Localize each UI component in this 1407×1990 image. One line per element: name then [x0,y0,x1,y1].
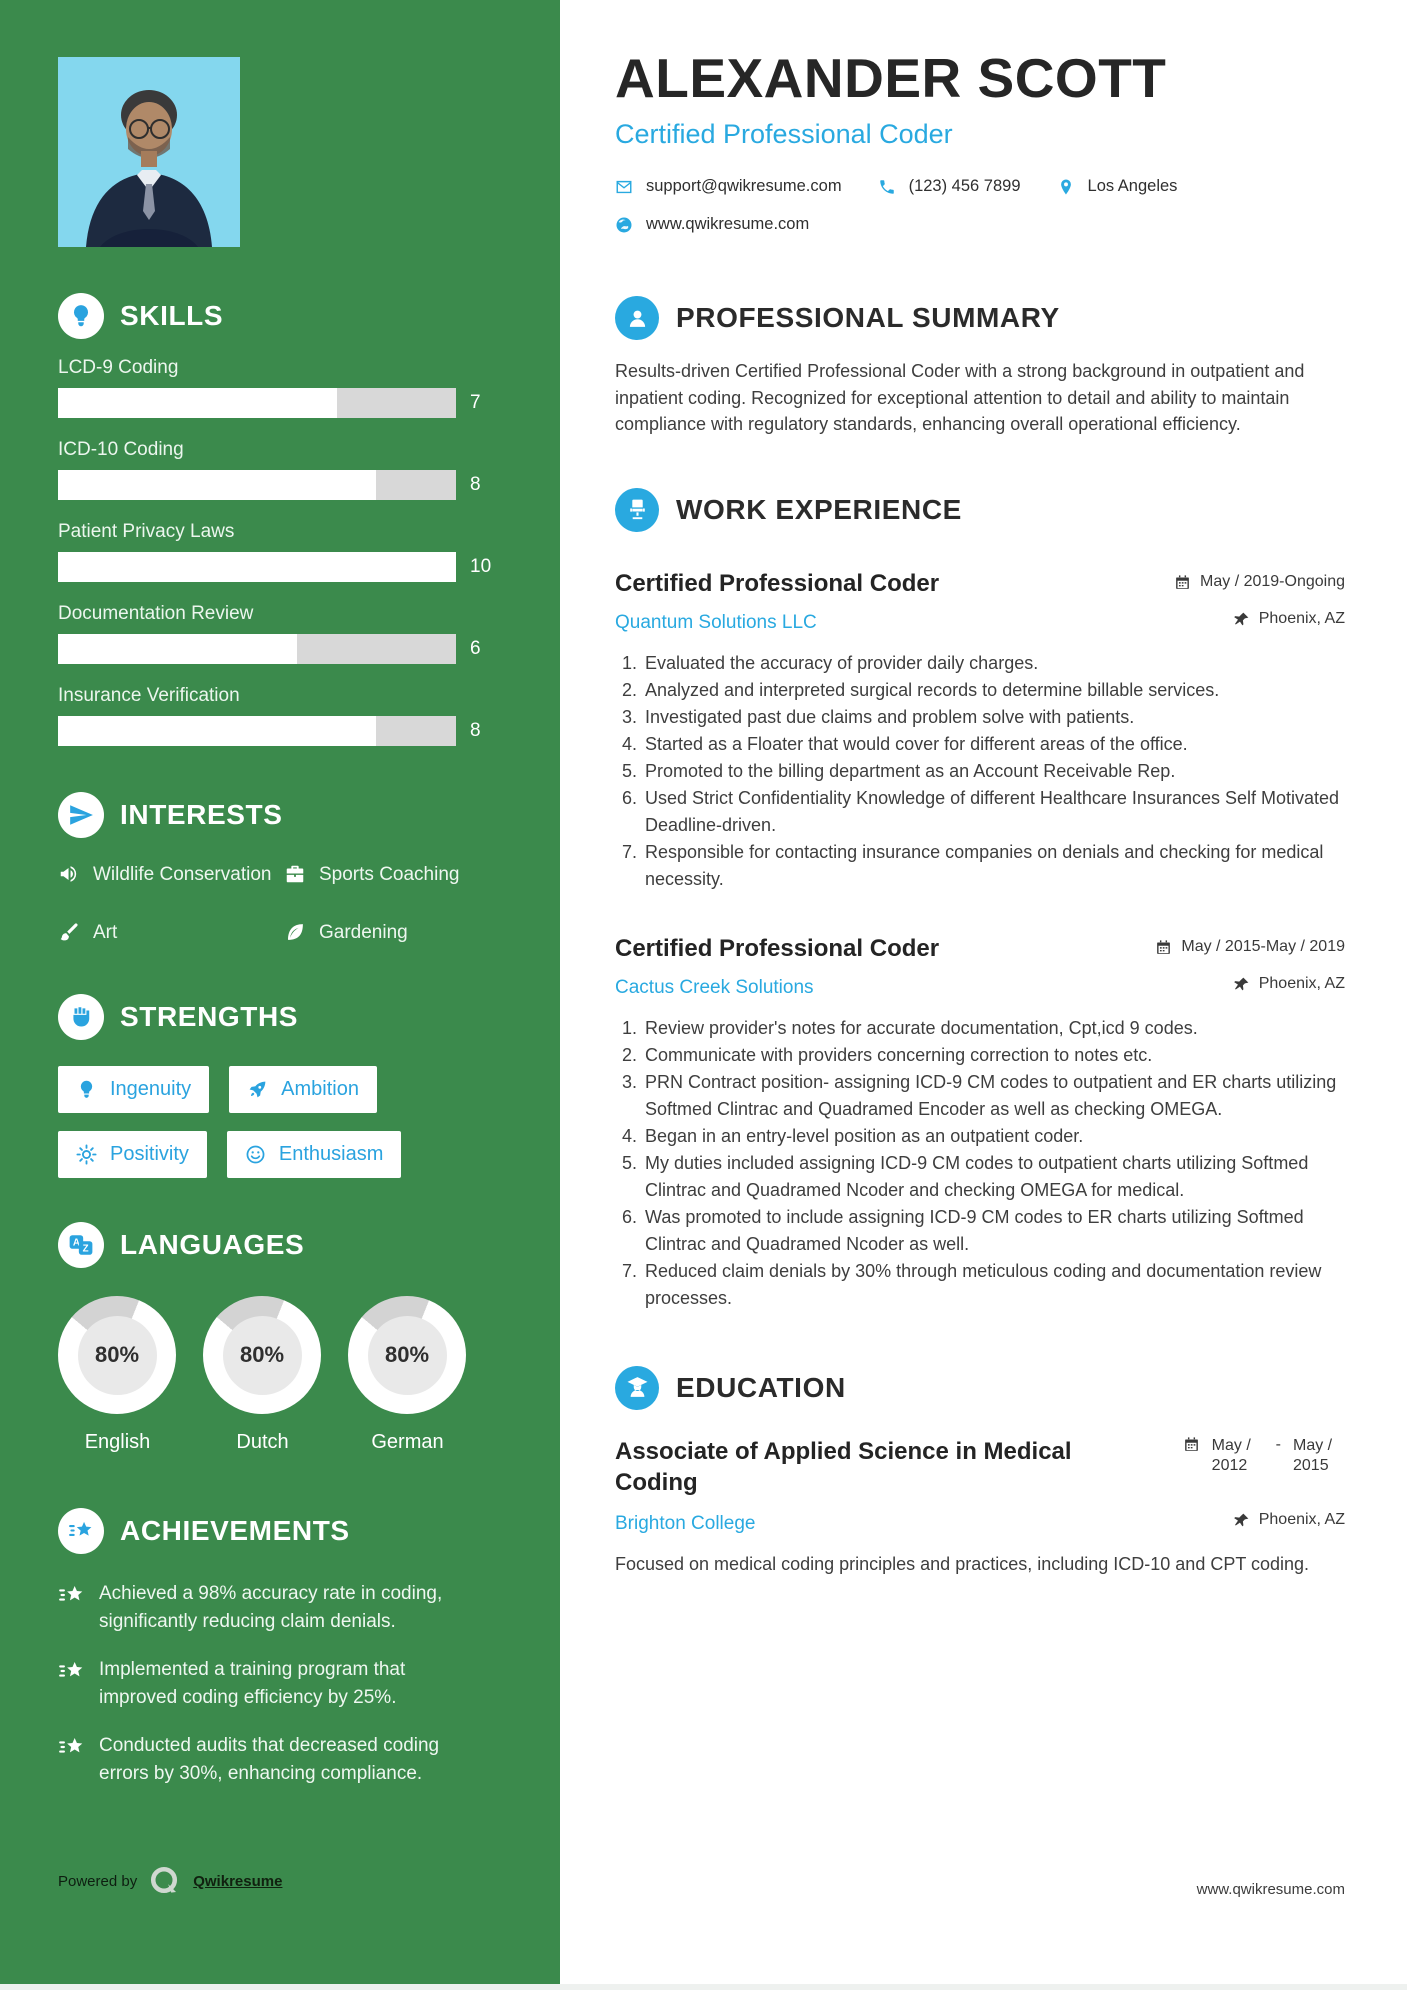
skill-bar-track [58,470,456,500]
achievement-item [58,1580,458,1636]
rocket-icon [247,1079,268,1100]
shooting-star-icon [58,1508,104,1554]
summary-header [615,296,1345,340]
qwikresume-link[interactable]: Qwikresume [193,1872,283,1890]
education-school: Brighton College [615,1512,756,1534]
interest-item [284,862,502,892]
interest-item [284,920,502,950]
contact-item [878,177,1021,196]
skill-bar [58,470,481,500]
skill-bar-fill [58,552,456,582]
skills-list [58,357,502,746]
language-label: Dutch [236,1431,289,1454]
fist-icon [58,994,104,1040]
phone-icon [878,178,896,196]
skill-value: 7 [470,392,481,413]
briefcase-icon [284,863,306,892]
skill-row [58,357,502,418]
skills-section [58,293,502,746]
skill-bar [58,552,492,582]
strength-label: Positivity [110,1143,189,1166]
strength-chip [229,1066,377,1113]
strengths-title: STRENGTHS [120,1001,299,1033]
summary-text: Results-driven Certified Professional Coder with a strong background in outpatient and inpatient coding. Recognized for exceptional attention to detail and ability to maintain compliance with regulatory standards, enhancing overall operational efficiency. [615,361,1305,434]
summary-title: PROFESSIONAL SUMMARY [676,302,1060,333]
interests-title: INTERESTS [120,799,283,830]
shooting-star-icon [58,1582,85,1636]
experience-bullet: 7. Responsible for contacting insurance companies on denials and checking for medical necessity. [642,839,1345,893]
skill-row [58,439,502,500]
experience-bullet: 3. Investigated past due claims and problem solve with patients. [642,704,1345,731]
language-ring [58,1296,176,1414]
skill-bar [58,634,481,664]
interest-label: Gardening [319,922,408,944]
interest-item [58,862,276,892]
experience-bullet: 1. Review provider's notes for accurate documentation, Cpt,icd 9 codes. [642,1015,1345,1042]
interests-list [58,862,502,950]
experience-bullet: 6. Was promoted to include assigning ICD-9 CM codes to ER charts utilizing Softmed Clintrac and Quadramed Ncoder as well. [642,1204,1345,1258]
leaf-icon [284,921,306,950]
skill-bar-fill [58,470,376,500]
language-label: English [84,1431,151,1454]
office-chair-icon [615,488,659,532]
interest-label: Sports Coaching [319,864,460,885]
job-dates: May / 2015-May / 2019 [1155,938,1345,956]
translate-icon [58,1222,104,1268]
experience-section [615,488,1345,1312]
skill-bar-fill [58,716,376,746]
achievement-text: Achieved a 98% accuracy rate in coding, significantly reducing claim denials. [99,1583,443,1633]
skill-value: 8 [470,720,481,741]
skill-row [58,685,502,746]
achievements-section [58,1508,502,1788]
achievement-text: Conducted audits that decreased coding errors by 30%, enhancing compliance. [99,1734,440,1784]
education-header [615,1366,1345,1410]
globe-icon [615,216,633,234]
calendar-icon [1183,1436,1200,1499]
language-gauge [58,1296,177,1454]
experience-bullet: 3. PRN Contract position- assigning ICD-9 CM codes to outpatient and ER charts utilizing Softmed Clintrac and Quadramed Encoder as well as checking OMEGA. [642,1069,1345,1123]
profile-photo-image [58,57,240,247]
job-location: Phoenix, AZ [1233,610,1345,628]
experience-bullet: 5. My duties included assigning ICD-9 CM codes to outpatient charts utilizing Softmed Clintrac and Quadramed Ncoder and checking OMEGA for medical. [642,1150,1345,1204]
skill-value: 10 [470,556,492,577]
language-label: German [371,1431,444,1454]
education-location: Phoenix, AZ [1233,1511,1345,1529]
interests-section [58,792,502,950]
main-content [560,0,1407,1984]
graduate-icon [615,1366,659,1410]
job-entry [615,570,1345,893]
language-gauge [348,1296,467,1454]
contact-item [1057,177,1178,196]
education-section [615,1366,1345,1578]
strengths-list [58,1066,478,1178]
education-date-end: May / 2015 [1293,1436,1333,1475]
achievement-text: Implemented a training program that improved coding efficiency by 25%. [99,1659,406,1708]
page-bottom-strip [0,1984,1407,1990]
language-percent: 80% [223,1316,302,1395]
pin-icon [1057,178,1075,196]
interest-label: Art [93,922,118,944]
skill-row [58,603,502,664]
paper-plane-icon [58,792,104,838]
experience-bullet: 2. Communicate with providers concerning correction to notes etc. [642,1042,1345,1069]
qwikresume-logo-icon [148,1864,182,1898]
strength-label: Enthusiasm [278,1143,384,1166]
experience-bullet: 2. Analyzed and interpreted surgical records to determine billable services. [642,677,1345,704]
job-location: Phoenix, AZ [1233,975,1345,993]
job-entry [615,935,1345,1312]
contact-item [615,215,809,234]
contact-text: Los Angeles [1087,177,1178,195]
experience-bullet: 6. Used Strict Confidentiality Knowledge of different Healthcare Insurances Self Motivated Deadline-driven. [642,785,1345,839]
language-ring [203,1296,321,1414]
experience-header [615,488,1345,532]
language-gauge [203,1296,322,1454]
experience-bullet: 4. Started as a Floater that would cover for different areas of the office. [642,731,1345,758]
languages-section [58,1222,502,1454]
shooting-star-icon [58,1658,85,1712]
languages-title: LANGUAGES [120,1229,305,1261]
skill-label: Patient Privacy Laws [58,521,235,542]
contact-text: (123) 456 7899 [908,177,1021,195]
education-title: EDUCATION [676,1371,846,1403]
paintbrush-icon [58,921,80,950]
sidebar [0,0,560,1984]
skill-bar [58,388,481,418]
education-degree: Associate of Applied Science in Medical Coding [615,1437,1072,1497]
skill-label: ICD-10 Coding [58,439,184,460]
smiley-icon [245,1144,266,1165]
job-role: Certified Professional Coder [615,569,940,597]
achievements-list [58,1580,458,1788]
language-ring [348,1296,466,1414]
experience-bullet: 7. Reduced claim denials by 30% through meticulous coding and documentation review processes. [642,1258,1345,1312]
contact-row-1 [615,177,1345,196]
job-company: Quantum Solutions LLC [615,611,817,633]
skill-value: 8 [470,474,481,495]
strength-chip [227,1131,402,1178]
language-percent: 80% [78,1316,157,1395]
achievements-title: ACHIEVEMENTS [120,1515,350,1547]
skill-bar [58,716,481,746]
job-bullet-list [615,1015,1345,1312]
candidate-title: Certified Professional Coder [615,119,953,149]
job-bullet-list [615,650,1345,893]
skill-value: 6 [470,638,481,659]
education-description: Focused on medical coding principles and practices, including ICD-10 and CPT coding. [615,1553,1310,1574]
candidate-name: ALEXANDER SCOTT [615,47,1167,109]
skill-label: Insurance Verification [58,685,240,706]
skill-label: LCD-9 Coding [58,357,179,378]
skill-bar-fill [58,634,297,664]
experience-bullet: 4. Began in an entry-level position as an outpatient coder. [642,1123,1345,1150]
language-percent: 80% [368,1316,447,1395]
interests-header [58,792,502,838]
job-role: Certified Professional Coder [615,934,940,962]
calendar-icon [1155,938,1172,956]
summary-section [615,296,1345,438]
powered-by [58,1864,282,1898]
skill-bar-track [58,552,456,582]
contact-text: www.qwikresume.com [646,215,810,233]
skills-header [58,293,502,339]
languages-header [58,1222,502,1268]
skill-row [58,521,502,582]
strength-chip [58,1131,207,1178]
contact-item [615,177,842,196]
skill-label: Documentation Review [58,603,254,624]
education-date-start: May / 2012 [1211,1436,1251,1475]
interest-item [58,920,276,950]
calendar-icon [1174,573,1191,591]
strength-label: Ingenuity [110,1078,192,1101]
achievements-header [58,1508,502,1554]
lightbulb-icon [58,293,104,339]
envelope-icon [615,178,633,196]
pushpin-icon [1233,975,1250,993]
bulb-icon [76,1079,97,1100]
skill-bar-fill [58,388,337,418]
contact-text: support@qwikresume.com [646,177,842,195]
pushpin-icon [1233,1511,1250,1529]
education-dates: May / 2012 - May / 2015 [1183,1436,1345,1499]
achievement-item [58,1732,458,1788]
experience-title: WORK EXPERIENCE [676,493,962,525]
skills-title: SKILLS [120,300,224,331]
job-company: Cactus Creek Solutions [615,976,814,998]
strength-chip [58,1066,209,1113]
achievement-item [58,1656,458,1712]
skill-bar-track [58,388,456,418]
strength-label: Ambition [281,1078,359,1101]
strengths-section [58,994,502,1178]
experience-bullet: 5. Promoted to the billing department as an Account Receivable Rep. [642,758,1345,785]
strengths-header [58,994,502,1040]
profile-photo [58,57,240,247]
languages-list [58,1296,502,1454]
powered-by-label: Powered by [58,1872,138,1890]
shooting-star-icon [58,1734,85,1788]
footer-website: www.qwikresume.com [1196,1881,1345,1898]
skill-bar-track [58,716,456,746]
pushpin-icon [1233,610,1250,628]
megaphone-icon [58,863,80,892]
contact-row-2 [615,215,1345,234]
experience-bullet: 1. Evaluated the accuracy of provider daily charges. [642,650,1345,677]
interest-label: Wildlife Conservation [93,864,272,885]
sun-icon [76,1144,97,1165]
person-icon [615,296,659,340]
skill-bar-track [58,634,456,664]
job-dates: May / 2019-Ongoing [1174,573,1345,591]
